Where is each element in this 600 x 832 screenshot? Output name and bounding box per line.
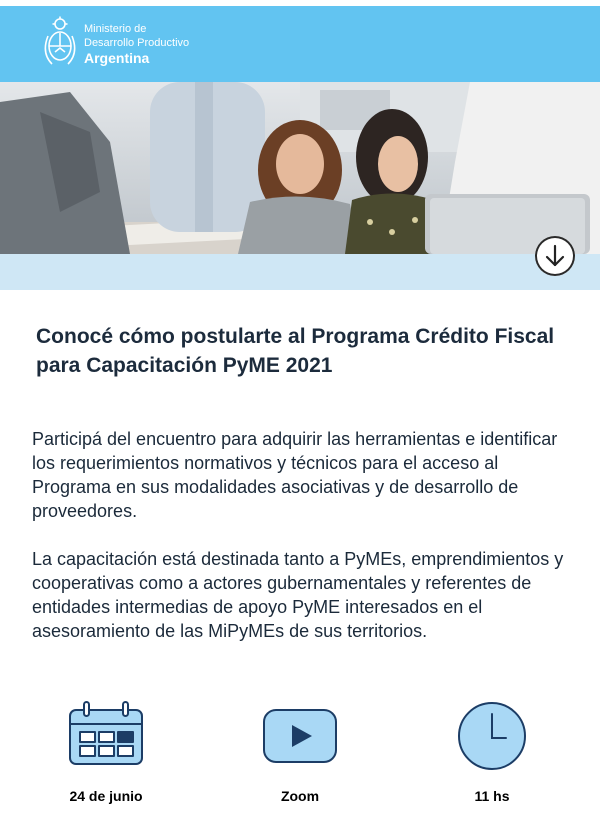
hero-image bbox=[0, 82, 600, 254]
page-title: Conocé cómo postularte al Programa Crédito Fiscal para Capacitación PyME 2021 bbox=[36, 325, 555, 377]
ministry-line-1: Ministerio de bbox=[84, 23, 147, 35]
event-platform-label: Zoom bbox=[280, 788, 320, 804]
hero-strip bbox=[0, 254, 600, 290]
scroll-down-button[interactable] bbox=[535, 236, 575, 276]
event-time-label: 11 hs bbox=[474, 788, 510, 804]
coat-of-arms-icon bbox=[42, 16, 78, 68]
country-name: Argentina bbox=[84, 50, 150, 66]
calendar-icon bbox=[66, 700, 146, 768]
arrow-down-circle-icon bbox=[535, 236, 575, 276]
event-date-label: 24 de junio bbox=[69, 788, 143, 804]
play-icon bbox=[260, 700, 340, 768]
audience-paragraph: La capacitación está destinada tanto a PyMEs, emprendimientos y cooperativas como a actores gubernamentales y referentes de entidades intermedias de apoyo PyME interesados en el asesoramiento de las MiPyMEs de sus territorios. bbox=[32, 549, 564, 641]
event-platform bbox=[230, 700, 370, 810]
ministry-line-2: Desarrollo Productivo bbox=[84, 37, 190, 49]
intro-paragraph: Participá del encuentro para adquirir las herramientas e identificar los requerimientos normativos y técnicos para el acceso al Programa en sus modalidades asociativas y de desarrollo de proveedores. bbox=[32, 429, 558, 521]
header bbox=[0, 0, 600, 82]
event-date bbox=[36, 700, 176, 810]
event-time bbox=[422, 700, 562, 810]
ministry-logo[interactable] bbox=[42, 16, 202, 72]
ministry-name bbox=[84, 22, 189, 65]
clock-icon bbox=[452, 700, 532, 772]
